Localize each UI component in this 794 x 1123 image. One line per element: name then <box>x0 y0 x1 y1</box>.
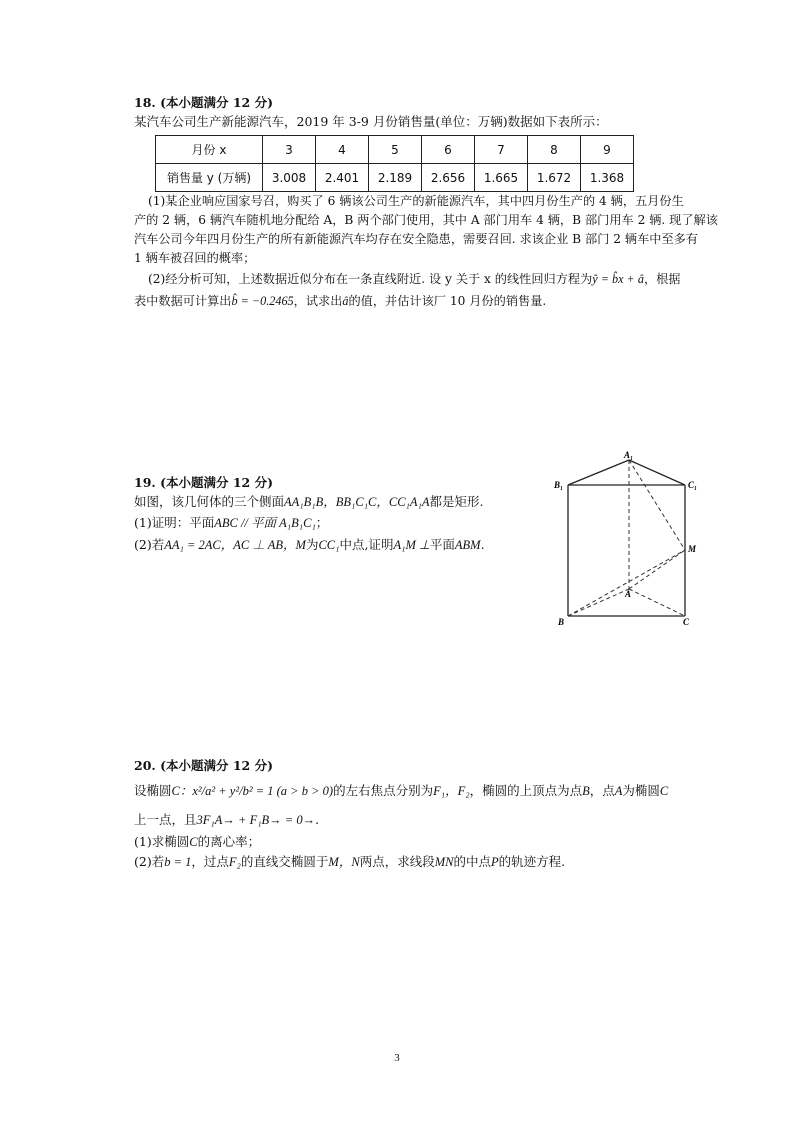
label-c1: C₁ <box>688 480 698 490</box>
text-span: (1)求椭圆 <box>134 834 190 849</box>
edge-ba <box>568 589 632 616</box>
text-span: 的直线交椭圆于 <box>240 854 329 869</box>
q19-line1 <box>134 494 484 510</box>
vector-equation: 3F₁A→ + F₁B→ = 0→ <box>196 813 316 827</box>
intercept-symbol: â <box>342 294 349 308</box>
text-span: 为椭圆 <box>622 783 660 798</box>
q18-part2-line2 <box>134 293 546 309</box>
q20-line3 <box>134 834 260 850</box>
point-b: B <box>582 784 590 798</box>
q19-line3 <box>134 537 485 553</box>
faces-math: AA₁B₁B，BB₁C₁C，CC₁A₁A <box>284 495 430 509</box>
sales-cell: 3.008 <box>263 164 316 192</box>
text-span: 如图，该几何体的三个侧面 <box>134 494 285 509</box>
ellipse-c: C <box>189 835 198 849</box>
q19-title: 19. (本小题满分 12 分) <box>134 475 274 490</box>
text-span: (1)证明：平面 <box>134 515 215 530</box>
table-header-sales: 销售量 y (万辆) <box>156 164 263 192</box>
regression-equation: ŷ = b̂x + â <box>592 272 644 286</box>
text-span: 的轨迹方程. <box>498 854 566 869</box>
text-span: 中点,证明 <box>339 537 394 552</box>
edge-am <box>629 550 685 589</box>
month-cell: 3 <box>263 136 316 164</box>
label-c: C <box>683 617 690 627</box>
perp-math: A₁M ⊥ <box>393 538 430 552</box>
text-span: 两点，求线段 <box>359 854 435 869</box>
text-span: 平面 <box>429 537 455 552</box>
month-cell: 4 <box>316 136 369 164</box>
month-cell: 9 <box>581 136 634 164</box>
text-span: ，点 <box>589 783 615 798</box>
q19-line2 <box>134 515 328 531</box>
text-span: 都是矩形. <box>429 494 484 509</box>
sales-cell: 2.656 <box>422 164 475 192</box>
segment-math: CC₁ <box>318 538 340 552</box>
label-m: M <box>688 544 697 554</box>
page-number: 3 <box>394 1052 400 1064</box>
q20-line1 <box>134 783 668 799</box>
focus-f2: F₂ <box>228 855 241 869</box>
q18-part2-line1 <box>148 271 681 287</box>
text-span: 设椭圆 <box>134 783 172 798</box>
text-span: 为 <box>305 537 319 552</box>
text-span: 表中数据可计算出 <box>134 294 232 308</box>
sales-cell: 2.401 <box>316 164 369 192</box>
text-span: ，椭圆的上顶点为点 <box>469 783 583 798</box>
point-a: A <box>614 784 623 798</box>
month-cell: 7 <box>475 136 528 164</box>
condition-math: AA₁ = 2AC，AC ⊥ AB，M <box>164 538 306 552</box>
text-span: 上一点，且 <box>134 812 197 827</box>
text-span: . <box>315 812 320 827</box>
table-row <box>156 164 634 192</box>
text-span: 的左右焦点分别为 <box>333 783 434 798</box>
sales-cell: 1.665 <box>475 164 528 192</box>
q20-line4 <box>134 854 565 870</box>
point-p: P <box>490 855 499 869</box>
segment-mn: MN <box>434 855 454 869</box>
edge-ac <box>629 589 685 616</box>
points-mn: M，N <box>328 855 360 869</box>
b-value: b = 1 <box>164 855 192 869</box>
table-header-month: 月份 x <box>156 136 263 164</box>
sales-cell: 1.672 <box>528 164 581 192</box>
text-span: (2)经分析可知，上述数据近似分布在一条直线附近. 设 y 关于 x 的线性回归方程为 <box>148 272 593 286</box>
text-span: . <box>480 537 485 552</box>
text-span: ，根据 <box>643 272 681 286</box>
text-span: (2)若 <box>134 537 165 552</box>
text-span: ，试求出 <box>293 294 343 308</box>
edge-a1c1 <box>629 460 685 485</box>
q18-title: 18. (本小题满分 12 分) <box>134 95 274 110</box>
sales-cell: 2.189 <box>369 164 422 192</box>
q20-title: 20. (本小题满分 12 分) <box>134 758 274 773</box>
q18-part1-line1: (1)某企业响应国家号召，购买了 6 辆该公司生产的新能源汽车，其中四月份生产的 4 辆，五月份生 <box>148 194 684 208</box>
planes-math: ABC // 平面 A₁B₁C₁ <box>214 516 316 530</box>
q18-intro: 某汽车公司生产新能源汽车，2019 年 3-9 月份销售量(单位：万辆)数据如下表所示： <box>134 114 608 129</box>
ellipse-equation: C：x²/a² + y²/b² = 1 (a > b > 0) <box>171 784 334 798</box>
text-span: (2)若 <box>134 854 165 869</box>
sales-cell: 1.368 <box>581 164 634 192</box>
text-span: 的值，并估计该厂 10 月份的销售量. <box>348 294 547 308</box>
month-cell: 8 <box>528 136 581 164</box>
month-cell: 5 <box>369 136 422 164</box>
q18-part1-line4: 1 辆车被召回的概率； <box>134 251 256 265</box>
edge-a1m <box>629 460 685 550</box>
plane-math: ABM <box>454 538 481 552</box>
label-a: A <box>625 589 632 599</box>
label-b1: B₁ <box>554 480 564 490</box>
edge-bm <box>568 550 685 616</box>
label-b: B <box>558 617 565 627</box>
sales-table <box>155 135 634 192</box>
q18-part1-line3: 汽车公司今年四月份生产的所有新能源汽车均存在安全隐患，需要召回. 求该企业 B 部门 2 辆车中至多有 <box>134 232 699 246</box>
prism-figure <box>550 450 710 630</box>
q18-part1-line2: 产的 2 辆，6 辆汽车随机地分配给 A，B 两个部门使用，其中 A 部门用车 4 辆，B 部门用车 2 辆. 现了解该 <box>134 213 718 227</box>
text-span: ，过点 <box>191 854 229 869</box>
table-row <box>156 136 634 164</box>
text-span: ； <box>315 515 329 530</box>
text-span: 的中点 <box>453 854 491 869</box>
month-cell: 6 <box>422 136 475 164</box>
text-span: 的离心率； <box>197 834 261 849</box>
ellipse-c: C <box>659 784 669 798</box>
label-a1: A₁ <box>624 450 634 460</box>
edge-b1a1 <box>568 460 629 485</box>
q20-line2 <box>134 812 319 828</box>
foci-math: F₁，F₂ <box>433 784 470 798</box>
slope-value: b̂ = −0.2465 <box>231 294 294 308</box>
